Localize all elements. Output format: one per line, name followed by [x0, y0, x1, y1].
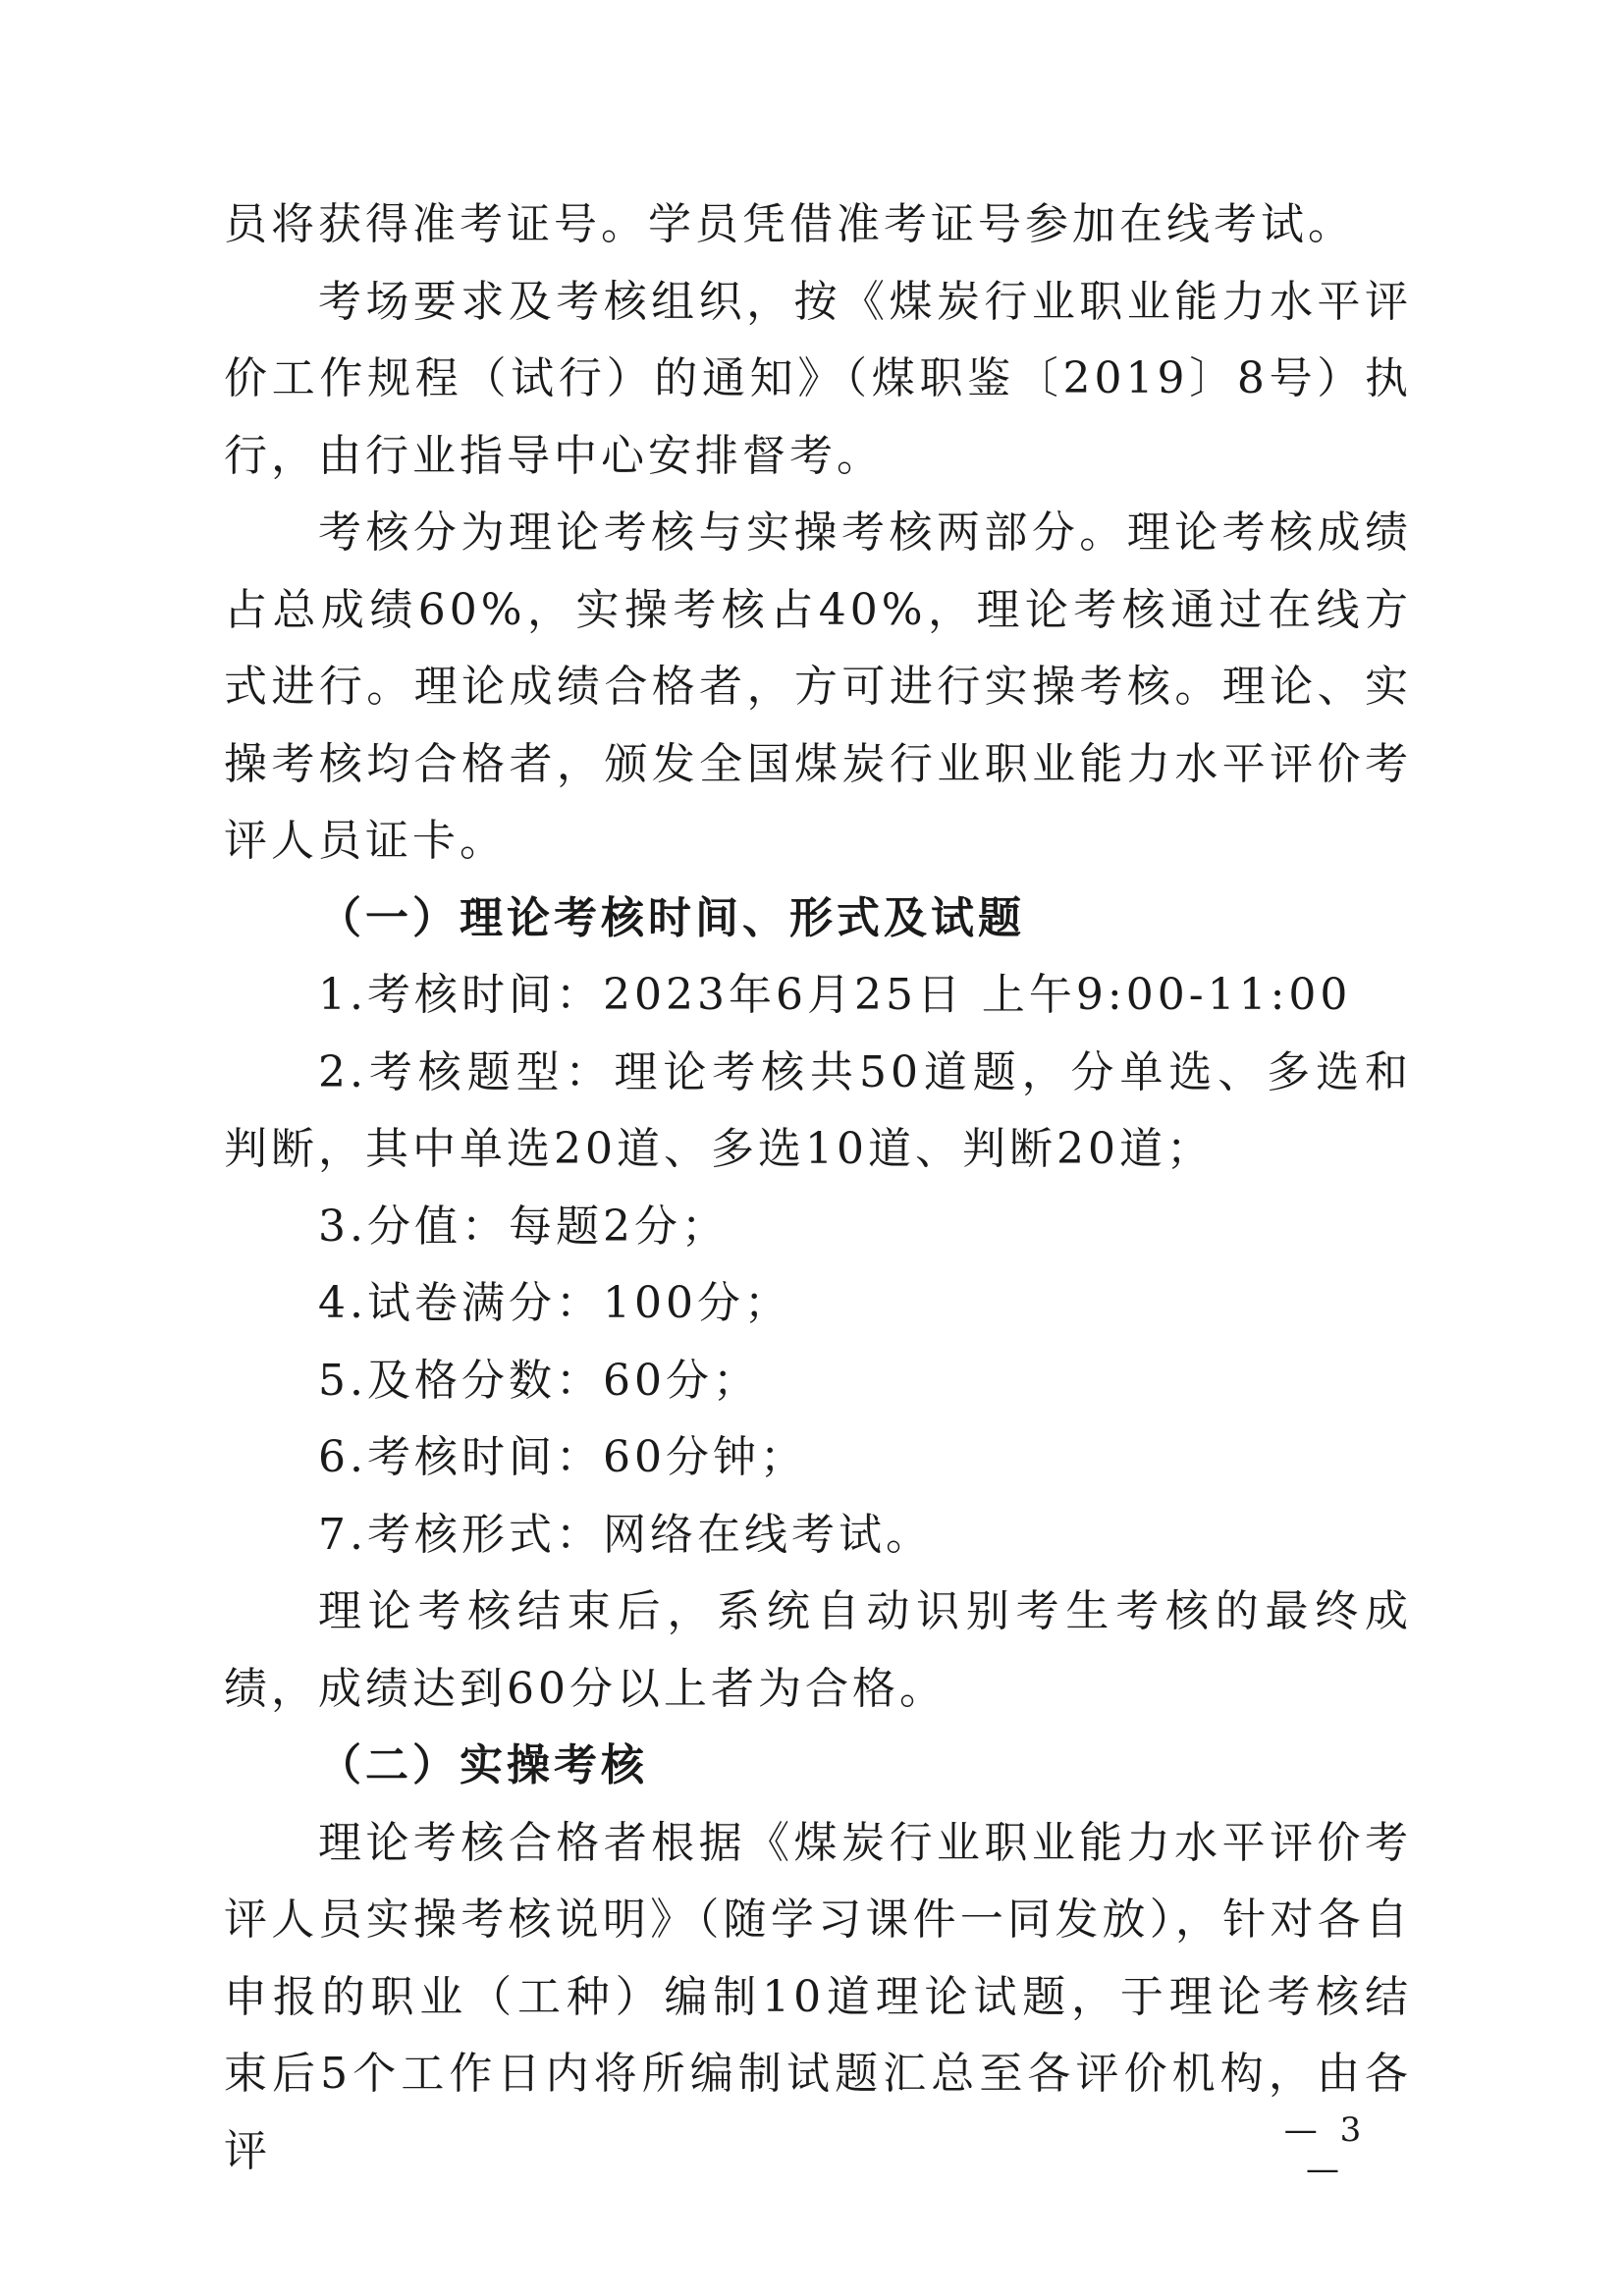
- document-body: [224, 187, 1412, 2190]
- page-number: — 3 —: [1283, 2110, 1368, 2189]
- section-heading-practical: （二）实操考核: [318, 1740, 648, 1790]
- paragraph-theory-result: 理论考核结束后，系统自动识别考生考核的最终成绩，成绩达到60分以上者为合格。: [224, 1586, 1412, 1714]
- paragraph-practical-details: 理论考核合格者根据《煤炭行业职业能力水平评价考评人员实操考核说明》（随学习课件一同发放），针对各自申报的职业（工种）编制10道理论试题，于理论考核结束后5个工作日内将所编制试题汇总至各评价机构，由各评: [224, 1817, 1412, 2176]
- list-item-question-types: 2.考核题型：理论考核共50道题，分单选、多选和判断，其中单选20道、多选10道、判断20道；: [224, 1046, 1412, 1174]
- list-item-duration: 6.考核时间：60分钟；: [318, 1432, 807, 1482]
- list-item-score-per-question: 3.分值：每题2分；: [318, 1201, 729, 1252]
- paragraph-exam-venue: 考场要求及考核组织，按《煤炭行业职业能力水平评价工作规程（试行）的通知》（煤职鉴〔2019〕8号）执行，由行业指导中心安排督考。: [224, 276, 1412, 481]
- paragraph-assessment-parts: 考核分为理论考核与实操考核两部分。理论考核成绩占总成绩60%，实操考核占40%，理论考核通过在线方式进行。理论成绩合格者，方可进行实操考核。理论、实操考核均合格者，颁发全国煤炭行业职业能力水平评价考评人员证卡。: [224, 507, 1412, 866]
- list-item-full-score: 4.试卷满分：100分；: [318, 1278, 791, 1328]
- list-item-exam-time: 1.考核时间：2023年6月25日 上午9:00-11:00: [318, 970, 1352, 1020]
- list-item-passing-score: 5.及格分数：60分；: [318, 1355, 760, 1406]
- list-item-exam-format: 7.考核形式：网络在线考试。: [318, 1509, 933, 1560]
- paragraph-continuation: 员将获得准考证号。学员凭借准考证号参加在线考试。: [224, 199, 1355, 249]
- section-heading-theory: （一）理论考核时间、形式及试题: [318, 892, 1025, 943]
